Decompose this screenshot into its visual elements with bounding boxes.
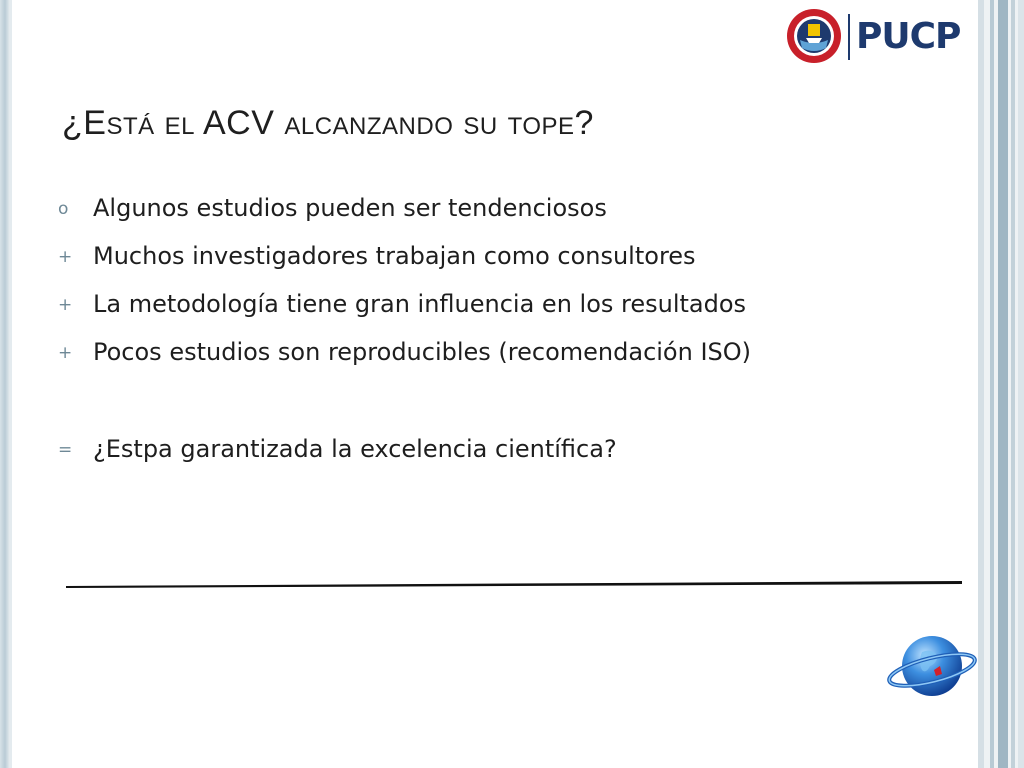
- frame-left-inner-border: [10, 0, 12, 768]
- globe-icon: [886, 630, 978, 702]
- bullet-text: Algunos estudios pueden ser tendenciosos: [93, 194, 607, 222]
- bullet-marker: o: [58, 199, 69, 219]
- bullet-marker: +: [58, 343, 73, 363]
- pucp-logo: [786, 8, 972, 66]
- bullet-text: Pocos estudios son reproducibles (recomendación ISO): [93, 338, 752, 366]
- logo-wordmark: PUCP: [856, 16, 961, 57]
- logo-divider: [848, 14, 850, 60]
- divider-line: [66, 580, 962, 588]
- bullet-text: Muchos investigadores trabajan como consultores: [93, 242, 696, 270]
- frame-right-border: [978, 0, 1024, 768]
- bullet-marker: +: [58, 247, 73, 267]
- pucp-seal-icon: [786, 8, 842, 64]
- frame-left-border: [0, 0, 10, 768]
- bullet-text: ¿Estpa garantizada la excelencia científica?: [93, 435, 617, 463]
- bullet-marker: +: [58, 295, 73, 315]
- bullet-text: La metodología tiene gran influencia en los resultados: [93, 290, 747, 318]
- slide-title: ¿Está el ACV alcanzando su tope?: [62, 104, 594, 142]
- bullet-marker: =: [58, 440, 73, 460]
